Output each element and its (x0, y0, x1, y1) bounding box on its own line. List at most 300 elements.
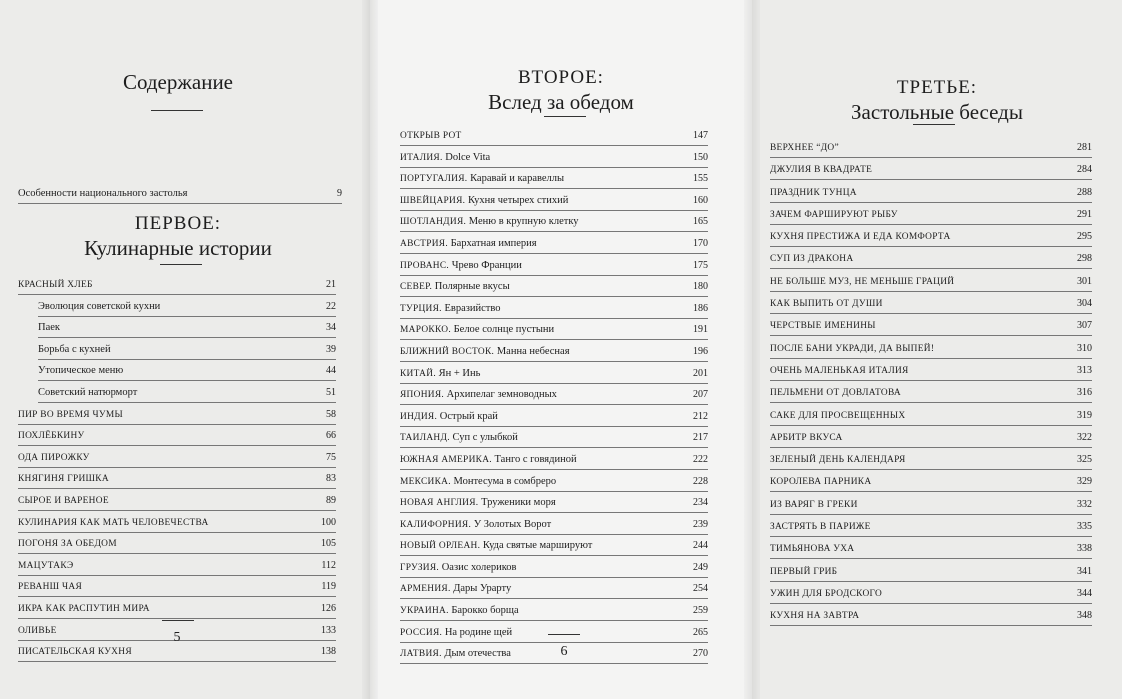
entry-title-caps: НЕ БОЛЬШЕ МУЗ, НЕ МЕНЬШЕ ГРАЦИЙ (770, 276, 955, 287)
entry-title (770, 474, 871, 490)
toc-entry[interactable] (18, 536, 336, 558)
entry-title-caps: ОДА ПИРОЖКУ (18, 452, 90, 463)
entry-title (400, 517, 551, 533)
toc-entry[interactable] (770, 586, 1092, 608)
entry-title (18, 428, 84, 444)
folio-rule (162, 620, 194, 621)
entry-title (18, 515, 209, 531)
entry-title-caps: ИЗ ВАРЯГ В ГРЕКИ (770, 499, 858, 510)
toc-page-middle (370, 0, 752, 699)
entry-title (400, 366, 480, 382)
entry-page: 295 (1077, 231, 1092, 243)
toc-page-right (752, 0, 1122, 699)
entry-page: 244 (693, 540, 708, 552)
entry-page: 270 (693, 648, 708, 660)
entry-title-caps: АРМЕНИЯ. (400, 584, 451, 595)
entry-title-text: Ян + Инь (435, 367, 481, 379)
toc-heading: Содержание (122, 70, 234, 94)
entry-title (400, 171, 564, 187)
toc-entry[interactable] (18, 342, 336, 364)
entry-title-caps: НОВАЯ АНГЛИЯ. (400, 498, 479, 509)
entry-title-text: Монтесума в сомбреро (450, 475, 557, 487)
entry-title: Особенности национального застолья (18, 188, 188, 199)
entry-title (770, 608, 859, 624)
entry-title (400, 322, 554, 338)
entry-title-text: Архипелаг земноводных (444, 389, 557, 401)
toc-entry[interactable] (18, 471, 336, 493)
toc-entry[interactable] (400, 150, 708, 172)
entry-title (38, 363, 123, 379)
entry-page: 265 (693, 626, 708, 638)
toc-entry[interactable] (18, 277, 336, 299)
toc-entry[interactable] (770, 296, 1092, 318)
entry-title-caps: ИКРА КАК РАСПУТИН МИРА (18, 603, 150, 614)
entry-page: 234 (693, 497, 708, 509)
toc-entry[interactable] (400, 344, 708, 366)
entry-title-caps: ЯПОНИЯ. (400, 390, 445, 401)
entry-title (400, 193, 568, 209)
entry-title-caps: ЗЕЛЕНЫЙ ДЕНЬ КАЛЕНДАРЯ (770, 455, 906, 466)
entry-title (400, 258, 522, 274)
entry-title-text: Куда святые маршируют (480, 540, 593, 552)
entry-page: 51 (326, 386, 336, 398)
entry-title (18, 644, 132, 660)
entry-title (18, 493, 109, 509)
toc-entry[interactable] (400, 517, 708, 539)
toc-entry[interactable] (770, 497, 1092, 519)
toc-entry[interactable] (770, 385, 1092, 407)
entry-title (400, 646, 511, 662)
entry-title-caps: ПОГОНЯ ЗА ОБЕДОМ (18, 539, 117, 550)
entry-title (38, 342, 111, 358)
entry-title (770, 564, 837, 580)
entry-title (400, 452, 577, 468)
entry-title-caps: РЕВАНШ ЧАЯ (18, 582, 83, 593)
entry-title (770, 140, 839, 156)
toc-list-part-3 (770, 140, 1092, 631)
entry-title (400, 538, 592, 554)
entry-page: 155 (693, 173, 708, 185)
page-number: 5 (173, 630, 181, 645)
entry-title (38, 385, 137, 401)
entry-title-text: Острый край (437, 410, 498, 422)
part-rule (544, 116, 586, 117)
toc-entry[interactable] (770, 564, 1092, 586)
entry-title-caps: ПИСАТЕЛЬСКАЯ КУХНЯ (18, 647, 132, 658)
entry-title (18, 579, 82, 595)
intro-list (18, 186, 342, 208)
toc-entry[interactable] (400, 474, 708, 496)
toc-entry[interactable] (400, 128, 708, 150)
entry-page: 325 (1077, 454, 1092, 466)
toc-entry[interactable] (400, 301, 708, 323)
entry-title-caps: ПРАЗДНИК ТУНЦА (770, 187, 857, 198)
entry-page: 119 (321, 581, 336, 593)
part-caption: ВТОРОЕ: (518, 67, 604, 88)
entry-title-text: Дым отечества (441, 648, 511, 660)
entry-page: 254 (693, 583, 708, 595)
entry-title-caps: УЖИН ДЛЯ БРОДСКОГО (770, 588, 883, 599)
entry-title (770, 519, 871, 535)
entry-title-caps: ПОСЛЕ БАНИ УКРАДИ, ДА ВЫПЕЙ! (770, 343, 935, 354)
toc-list-part-1 (18, 277, 336, 666)
toc-entry[interactable] (400, 171, 708, 193)
entry-title-caps: УКРАИНА. (400, 606, 449, 617)
entry-title (770, 363, 909, 379)
entry-title-caps: ПЕЛЬМЕНИ ОТ ДОВЛАТОВА (770, 388, 901, 399)
toc-entry[interactable] (770, 162, 1092, 184)
entry-title-text: Советский натюрморт (38, 386, 138, 398)
entry-title-caps: САКЕ ДЛЯ ПРОСВЕЩЕННЫХ (770, 410, 906, 421)
toc-entry[interactable] (770, 318, 1092, 340)
entry-title (770, 452, 906, 468)
toc-entry[interactable] (400, 495, 708, 517)
entry-page: 21 (326, 279, 336, 290)
entry-title (770, 207, 898, 223)
toc-entry[interactable] (400, 322, 708, 344)
entry-page: 313 (1077, 364, 1092, 376)
entry-title-caps: ОЧЕНЬ МАЛЕНЬКАЯ ИТАЛИЯ (770, 365, 909, 376)
entry-page: 191 (693, 324, 708, 336)
entry-page: 207 (693, 389, 708, 401)
part-heading (0, 212, 356, 260)
toc-entry[interactable] (770, 207, 1092, 229)
entry-title (18, 450, 90, 466)
entry-title-text: Борьба с кухней (38, 343, 111, 355)
entry-page: 316 (1077, 387, 1092, 399)
entry-title (400, 409, 498, 425)
entry-page: 9 (337, 188, 342, 199)
entry-title (400, 279, 510, 295)
entry-page: 310 (1077, 342, 1092, 354)
entry-title (400, 495, 556, 511)
intro-entry[interactable] (18, 186, 342, 208)
toc-entry[interactable] (400, 258, 708, 280)
entry-page: 165 (693, 216, 708, 228)
entry-title-caps: КУЛИНАРИЯ КАК МАТЬ ЧЕЛОВЕЧЕСТВА (18, 517, 209, 528)
entry-title-text: Белое солнце пустыни (451, 324, 555, 336)
entry-page: 180 (693, 281, 708, 293)
entry-title-caps: ТИМЬЯНОВА УХА (770, 544, 855, 555)
entry-title-caps: КИТАЙ. (400, 368, 436, 379)
entry-page: 338 (1077, 543, 1092, 555)
entry-title (18, 277, 93, 293)
entry-title (770, 408, 905, 424)
entry-title-caps: ВЕРХНЕЕ “ДО” (770, 143, 839, 153)
toc-entry[interactable] (400, 193, 708, 215)
toc-entry[interactable] (400, 625, 708, 647)
toc-entry[interactable] (770, 430, 1092, 452)
entry-title-text: Труженики моря (478, 497, 556, 509)
toc-entry[interactable] (400, 603, 708, 625)
entry-title-caps: ЮЖНАЯ АМЕРИКА. (400, 454, 492, 465)
toc-list-part-2 (400, 128, 708, 668)
entry-title-caps: КРАСНЫЙ ХЛЕБ (18, 280, 93, 290)
toc-entry[interactable] (18, 299, 336, 321)
entry-title-caps: ОЛИВЬЕ (18, 625, 57, 636)
entry-page: 348 (1077, 610, 1092, 622)
entry-title-caps: КОРОЛЕВА ПАРНИКА (770, 477, 872, 488)
entry-title (400, 581, 511, 597)
entry-title-caps: ИНДИЯ. (400, 411, 438, 422)
entry-title (770, 251, 853, 267)
entry-title-caps: РОССИЯ. (400, 627, 443, 638)
entry-title-caps: КАК ВЫПИТЬ ОТ ДУШИ (770, 299, 883, 310)
entry-title (400, 387, 557, 403)
toc-entry[interactable] (400, 581, 708, 603)
entry-title-text: Манна небесная (494, 345, 570, 357)
entry-page: 298 (1077, 253, 1092, 265)
entry-title (770, 318, 876, 334)
entry-title-text: Оазис холериков (439, 561, 517, 573)
entry-title-text: Евразийство (441, 302, 501, 314)
entry-title (18, 471, 109, 487)
entry-page: 147 (693, 130, 708, 141)
toc-entry[interactable] (400, 214, 708, 236)
part-title: Застольные беседы (851, 100, 1023, 124)
toc-entry[interactable] (18, 579, 336, 601)
toc-entry[interactable] (400, 387, 708, 409)
entry-title-caps: СЕВЕР. (400, 282, 433, 293)
entry-page: 170 (693, 237, 708, 249)
toc-entry[interactable] (18, 320, 336, 342)
book-gutter (362, 0, 378, 699)
entry-title-caps: ЗАЧЕМ ФАРШИРУЮТ РЫБУ (770, 209, 898, 220)
entry-title (18, 601, 150, 617)
entry-title (18, 407, 123, 423)
entry-title (770, 586, 882, 602)
toc-entry[interactable] (770, 341, 1092, 363)
entry-page: 249 (693, 561, 708, 573)
entry-title-caps: СУП ИЗ ДРАКОНА (770, 254, 854, 265)
entry-title (400, 150, 490, 166)
heading-rule (151, 110, 203, 111)
entry-page: 196 (693, 345, 708, 357)
part-rule (913, 124, 955, 125)
entry-page: 344 (1077, 587, 1092, 599)
entry-page: 259 (693, 605, 708, 617)
entry-page: 66 (326, 430, 336, 442)
toc-entry[interactable] (770, 408, 1092, 430)
entry-title (400, 344, 570, 360)
entry-title-text: Каравай и каравеллы (467, 173, 565, 185)
entry-title (770, 385, 901, 401)
toc-entry[interactable] (770, 140, 1092, 162)
entry-page: 89 (326, 494, 336, 506)
entry-page: 100 (321, 516, 336, 528)
entry-page: 160 (693, 194, 708, 206)
toc-entry[interactable] (400, 452, 708, 474)
toc-entry[interactable] (18, 515, 336, 537)
toc-entry[interactable] (770, 363, 1092, 385)
entry-title (18, 623, 57, 639)
entry-title-caps: АРБИТР ВКУСА (770, 432, 843, 443)
part-caption: ПЕРВОЕ: (134, 213, 222, 234)
toc-entry[interactable] (770, 274, 1092, 296)
entry-title-caps: КУХНЯ ПРЕСТИЖА И ЕДА КОМФОРТА (770, 232, 951, 243)
entry-page: 39 (326, 343, 336, 355)
toc-entry[interactable] (400, 430, 708, 452)
entry-page: 281 (1077, 142, 1092, 153)
entry-page: 332 (1077, 498, 1092, 510)
entry-title-caps: ПРОВАНС. (400, 260, 450, 271)
entry-title-caps: ШОТЛАНДИЯ. (400, 217, 467, 228)
toc-entry[interactable] (400, 279, 708, 301)
entry-title (770, 497, 858, 513)
entry-title-text: Дары Урарту (450, 583, 512, 595)
entry-title-text: У Золотых Ворот (471, 518, 552, 530)
toc-entry[interactable] (18, 558, 336, 580)
entry-title-caps: ЧЕРСТВЫЕ ИМЕНИНЫ (770, 321, 876, 332)
entry-title-text: Dolce Vita (442, 151, 491, 163)
entry-page: 239 (693, 518, 708, 530)
entry-title-text: Барокко борща (448, 605, 519, 617)
entry-title-caps: МАЦУТАКЭ (18, 560, 74, 571)
entry-title-caps: БЛИЖНИЙ ВОСТОК. (400, 346, 495, 357)
entry-title-caps: НОВЫЙ ОРЛЕАН. (400, 541, 481, 552)
entry-title-caps: ШВЕЙЦАРИЯ. (400, 195, 466, 206)
entry-title (770, 430, 843, 446)
entry-page: 58 (326, 408, 336, 420)
entry-page: 301 (1077, 275, 1092, 287)
entry-title-caps: АВСТРИЯ. (400, 238, 448, 249)
entry-title-caps: КАЛИФОРНИЯ. (400, 519, 472, 530)
entry-title (400, 625, 512, 641)
entry-title (400, 236, 537, 252)
entry-title-caps: ПИР ВО ВРЕМЯ ЧУМЫ (18, 409, 123, 420)
entry-title-text: Суп с улыбкой (449, 432, 518, 444)
entry-page: 175 (693, 259, 708, 271)
entry-title (400, 301, 501, 317)
toc-entry[interactable] (400, 366, 708, 388)
entry-page: 212 (693, 410, 708, 422)
entry-title-text: Бархатная империя (447, 237, 537, 249)
toc-entry[interactable] (770, 608, 1092, 630)
toc-entry[interactable] (18, 644, 336, 666)
entry-title-caps: ПЕРВЫЙ ГРИБ (770, 566, 838, 577)
toc-entry[interactable] (770, 541, 1092, 563)
entry-title-text: Танго с говядиной (491, 453, 577, 465)
toc-entry[interactable] (400, 409, 708, 431)
toc-entry[interactable] (770, 452, 1092, 474)
entry-title-caps: ТАИЛАНД. (400, 433, 450, 444)
entry-title (38, 299, 160, 315)
entry-page: 75 (326, 451, 336, 463)
entry-title (770, 162, 872, 178)
folio-rule (548, 634, 580, 635)
entry-title-caps: КУХНЯ НА ЗАВТРА (770, 611, 860, 622)
entry-page: 222 (693, 453, 708, 465)
entry-title (770, 341, 934, 357)
toc-entry[interactable] (770, 251, 1092, 273)
entry-title-text: Меню в крупную клетку (466, 216, 579, 228)
entry-title-text: На родине щей (442, 626, 513, 638)
entry-title (400, 474, 556, 490)
entry-page: 150 (693, 151, 708, 163)
toc-entry[interactable] (770, 474, 1092, 496)
toc-entry[interactable] (400, 236, 708, 258)
entry-title-text: Полярные вкусы (432, 281, 510, 293)
part-heading (752, 76, 1122, 124)
entry-title-caps: СЫРОЕ И ВАРЕНОЕ (18, 495, 109, 506)
entry-page: 112 (321, 559, 336, 571)
entry-title-caps: МАРОККО. (400, 325, 451, 336)
entry-page: 105 (321, 538, 336, 550)
entry-page: 304 (1077, 298, 1092, 310)
entry-title (770, 229, 951, 245)
toc-entry[interactable] (18, 385, 336, 407)
entry-page: 34 (326, 322, 336, 334)
entry-title-caps: ИТАЛИЯ. (400, 152, 443, 163)
entry-title-text: Утопическое меню (38, 365, 124, 377)
entry-page: 22 (326, 300, 336, 312)
entry-page: 228 (693, 475, 708, 487)
entry-title-caps: ПОРТУГАЛИЯ. (400, 174, 468, 185)
entry-title (18, 558, 74, 574)
entry-page: 335 (1077, 521, 1092, 533)
entry-page: 126 (321, 602, 336, 614)
entry-page: 217 (693, 432, 708, 444)
part-heading (370, 66, 752, 114)
entry-page: 291 (1077, 208, 1092, 220)
entry-title (770, 274, 954, 290)
entry-title (38, 320, 60, 336)
entry-title-caps: ГРУЗИЯ. (400, 562, 440, 573)
part-title: Вслед за обедом (488, 90, 634, 114)
entry-page: 44 (326, 365, 336, 377)
entry-title-caps: ТУРЦИЯ. (400, 303, 442, 314)
toc-entry[interactable] (400, 560, 708, 582)
toc-entry[interactable] (770, 229, 1092, 251)
toc-entry[interactable] (18, 450, 336, 472)
entry-page: 133 (321, 624, 336, 636)
entry-title (400, 430, 518, 446)
toc-entry[interactable] (18, 428, 336, 450)
entry-title (400, 560, 517, 576)
entry-page: 288 (1077, 186, 1092, 198)
entry-title (18, 536, 117, 552)
entry-title-caps: ЗАСТРЯТЬ В ПАРИЖЕ (770, 522, 871, 533)
toc-entry[interactable] (18, 493, 336, 515)
entry-page: 201 (693, 367, 708, 379)
entry-title-caps: ПОХЛЁБКИНУ (18, 431, 85, 442)
part-caption: ТРЕТЬЕ: (896, 77, 978, 98)
entry-page: 322 (1077, 431, 1092, 443)
entry-page: 83 (326, 473, 336, 485)
entry-title-caps: ДЖУЛИЯ В КВАДРАТЕ (770, 165, 873, 176)
entry-title (770, 541, 854, 557)
entry-title-caps: КНЯГИНЯ ГРИШКА (18, 474, 109, 485)
entry-title (400, 603, 519, 619)
entry-page: 341 (1077, 565, 1092, 577)
toc-page-left (0, 0, 370, 699)
entry-page: 284 (1077, 164, 1092, 176)
entry-title-text: Паек (38, 322, 61, 334)
entry-title-text: Кухня четырех стихий (465, 194, 569, 206)
entry-title (400, 128, 462, 144)
toc-entry[interactable] (770, 185, 1092, 207)
toc-entry[interactable] (18, 363, 336, 385)
toc-entry[interactable] (400, 538, 708, 560)
entry-title-text: Чрево Франции (449, 259, 522, 271)
book-gutter (744, 0, 760, 699)
toc-entry[interactable] (18, 407, 336, 429)
entry-page: 329 (1077, 476, 1092, 488)
entry-title (770, 185, 857, 201)
entry-title-caps: ЛАТВИЯ. (400, 649, 442, 660)
entry-page: 307 (1077, 320, 1092, 332)
toc-entry[interactable] (770, 519, 1092, 541)
